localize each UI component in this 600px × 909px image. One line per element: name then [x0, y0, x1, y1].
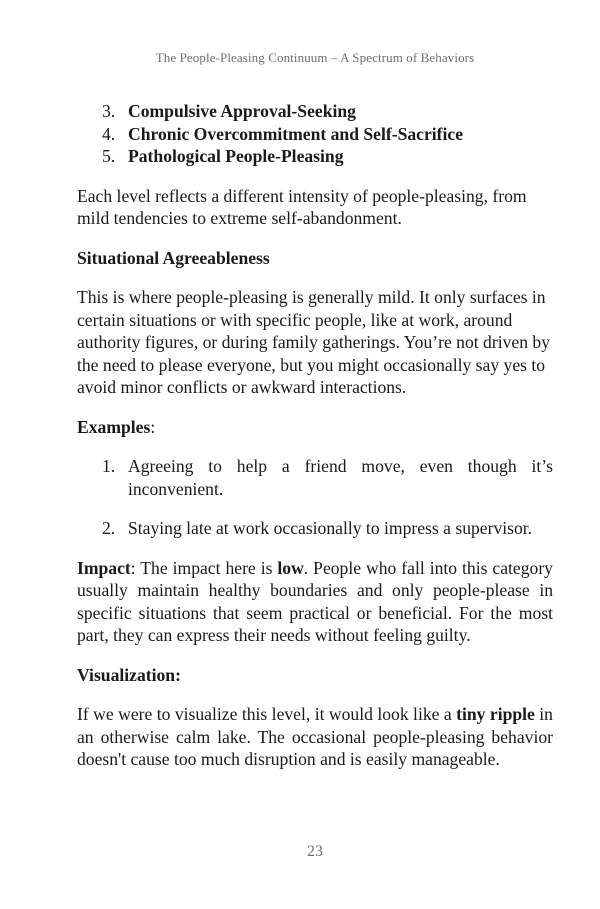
list-item-number: 5. — [102, 146, 116, 166]
list-item-number: 3. — [102, 101, 116, 121]
page-content — [77, 100, 553, 771]
list-item-label: Compulsive Approval-Seeking — [128, 101, 356, 121]
example-item — [77, 517, 553, 540]
list-item — [77, 145, 553, 168]
intro-paragraph: Each level reflects a different intensity of people-pleasing, from mild tendencies to extreme self-abandonment. — [77, 185, 527, 228]
section-description: This is where people-pleasing is generally mild. It only surfaces in certain situations or with specific people, like at work, around authority figures, or during family gatherings. You’re not driven by the need to please everyone, but you might occasionally say yes to avoid minor conflicts or awkward interactions. — [77, 287, 550, 397]
list-item — [77, 100, 553, 123]
example-item-number: 2. — [102, 518, 116, 538]
levels-list — [77, 100, 553, 168]
impact-text-after: . People who fall into this category usually maintain healthy boundaries and only people-please in specific situations that seem practical or beneficial. For the most part, they can express their needs without feeling guilty. — [77, 557, 553, 645]
example-item — [77, 455, 553, 500]
list-item-label: Chronic Overcommitment and Self-Sacrifice — [128, 123, 464, 144]
page-number: 23 — [307, 843, 323, 860]
list-item-number: 4. — [102, 123, 116, 144]
examples-label-colon: : — [150, 416, 156, 437]
impact-label: Impact — [77, 557, 131, 578]
visualization-text-after: in an otherwise calm lake. The occasional people-pleasing behavior doesn't cause too much disruption and is easily manageable. — [77, 704, 553, 769]
examples-list — [77, 455, 553, 540]
visualization-heading: Visualization: — [77, 664, 181, 685]
example-item-text: Agreeing to help a friend move, even though it’s inconvenient. — [128, 456, 553, 499]
example-item-text: Staying late at work occasionally to impress a supervisor. — [128, 518, 533, 538]
examples-label-text: Examples — [77, 416, 151, 437]
impact-text-before: : The impact here is — [130, 557, 278, 578]
visualization-emphasis: tiny ripple — [456, 704, 535, 724]
impact-paragraph — [77, 557, 553, 647]
list-item — [77, 123, 553, 146]
list-item-label: Pathological People-Pleasing — [128, 146, 344, 166]
example-item-number: 1. — [102, 456, 116, 476]
examples-label — [77, 416, 553, 439]
section-heading: Situational Agreeableness — [77, 247, 270, 268]
visualization-paragraph — [77, 703, 553, 771]
running-header: The People-Pleasing Continuum – A Spectrum of Behaviors — [155, 50, 475, 65]
impact-emphasis: low — [277, 557, 304, 578]
visualization-text-before: If we were to visualize this level, it would look like a — [77, 704, 457, 724]
